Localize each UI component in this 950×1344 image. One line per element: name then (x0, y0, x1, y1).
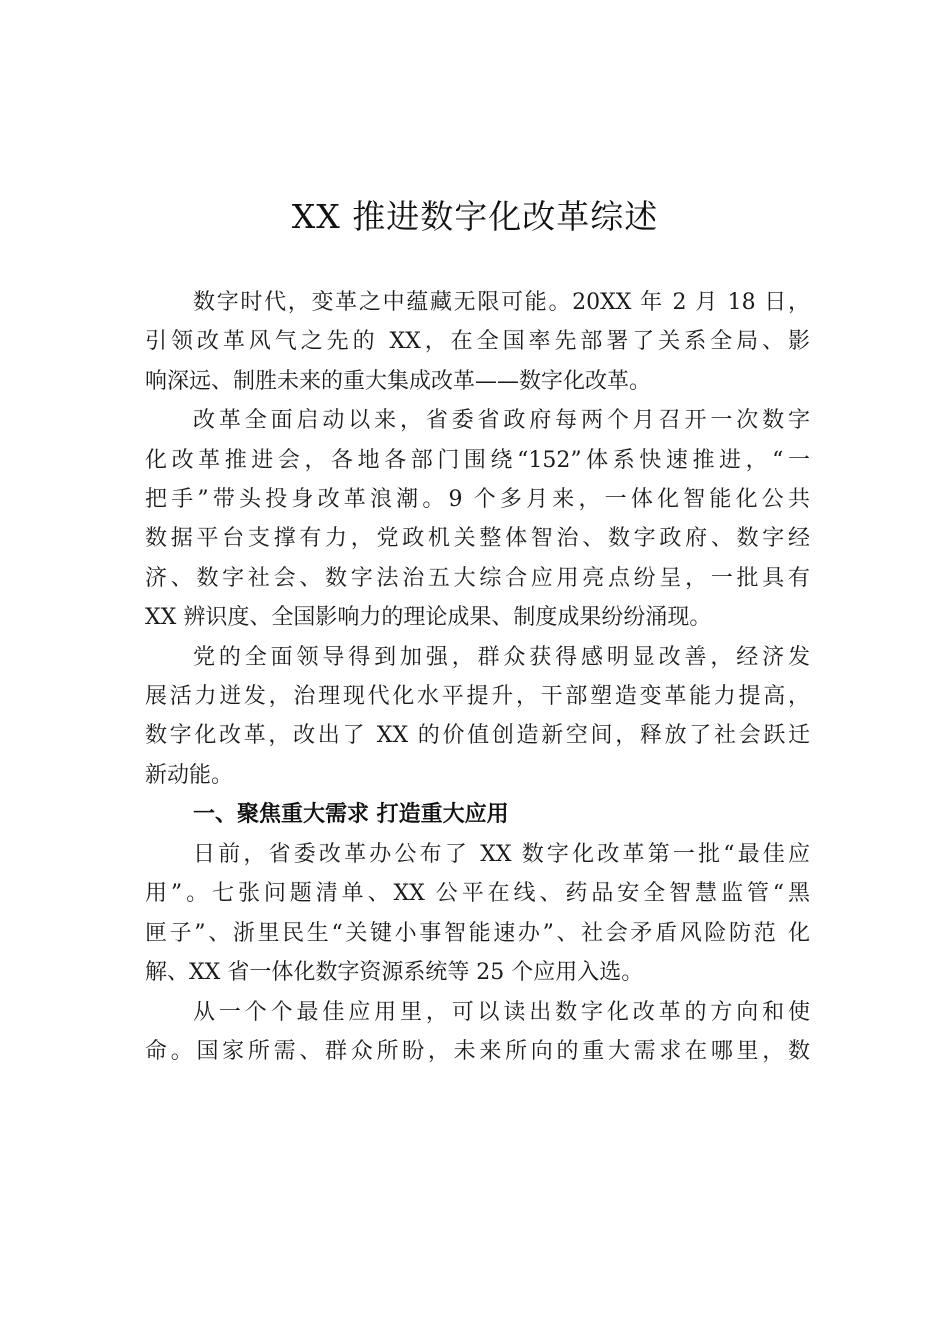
paragraph (145, 835, 810, 993)
paragraph-line: 党的全面领导得到加强，群众获得感明显改善，经济发 (193, 644, 810, 670)
paragraph-line: 数据平台支撑有力，党政机关整体智治、数字政府、数字经 (145, 526, 810, 552)
paragraph-line: 解、XX 省一体化数字资源系统等 25 个应用入选。 (145, 960, 644, 986)
paragraph-line: 日前，省委改革办公布了 XX 数字化改革第一批“最佳应 (193, 842, 810, 868)
paragraph-line: 改革全面启动以来，省委省政府每两个月召开一次数字 (193, 408, 810, 434)
paragraph-line: 数字时代，变革之中蕴藏无限可能。20XX 年 2 月 18 日， (193, 290, 810, 315)
document-body (145, 283, 810, 1071)
paragraph-line: 命。国家所需、群众所盼，未来所向的重大需求在哪里，数 (145, 1039, 810, 1065)
paragraph (145, 401, 810, 637)
paragraph-line: 济、数字社会、数字法治五大综合应用亮点纷呈，一批具有 (145, 565, 810, 591)
paragraph-line: 从一个个最佳应用里，可以读出数字化改革的方向和使 (193, 999, 810, 1025)
paragraph-line: 引领改革风气之先的 XX，在全国率先部署了关系全局、影 (145, 329, 810, 355)
paragraph (145, 283, 810, 401)
document-title: XX 推进数字化改革综述 (291, 197, 659, 236)
paragraph (145, 993, 810, 1072)
paragraph-line: 把手”带头投身改革浪潮。9 个多月来，一体化智能化公共 (145, 486, 810, 512)
paragraph (145, 638, 810, 796)
paragraph-line: 用”。七张问题清单、XX 公平在线、药品安全智慧监管“黑 (145, 881, 810, 907)
paragraph-line: 展活力迸发，治理现代化水平提升，干部塑造变革能力提高， (145, 683, 810, 709)
paragraph-line: 化改革推进会，各地各部门围绕“152”体系快速推进，“一 (145, 447, 810, 473)
paragraph-line: 数字化改革，改出了 XX 的价值创造新空间，释放了社会跃迁 (145, 723, 810, 749)
paragraph-line: XX 辨识度、全国影响力的理论成果、制度成果纷纷涌现。 (145, 605, 712, 631)
paragraph-line: 匣子”、浙里民生“关键小事智能速办”、社会矛盾风险防范 化 (145, 920, 810, 946)
paragraph-line: 新动能。 (145, 762, 234, 788)
paragraph-line: 响深远、制胜未来的重大集成改革——数字化改革。 (145, 368, 652, 394)
section-heading: 一、聚焦重大需求 打造重大应用 (193, 802, 509, 828)
